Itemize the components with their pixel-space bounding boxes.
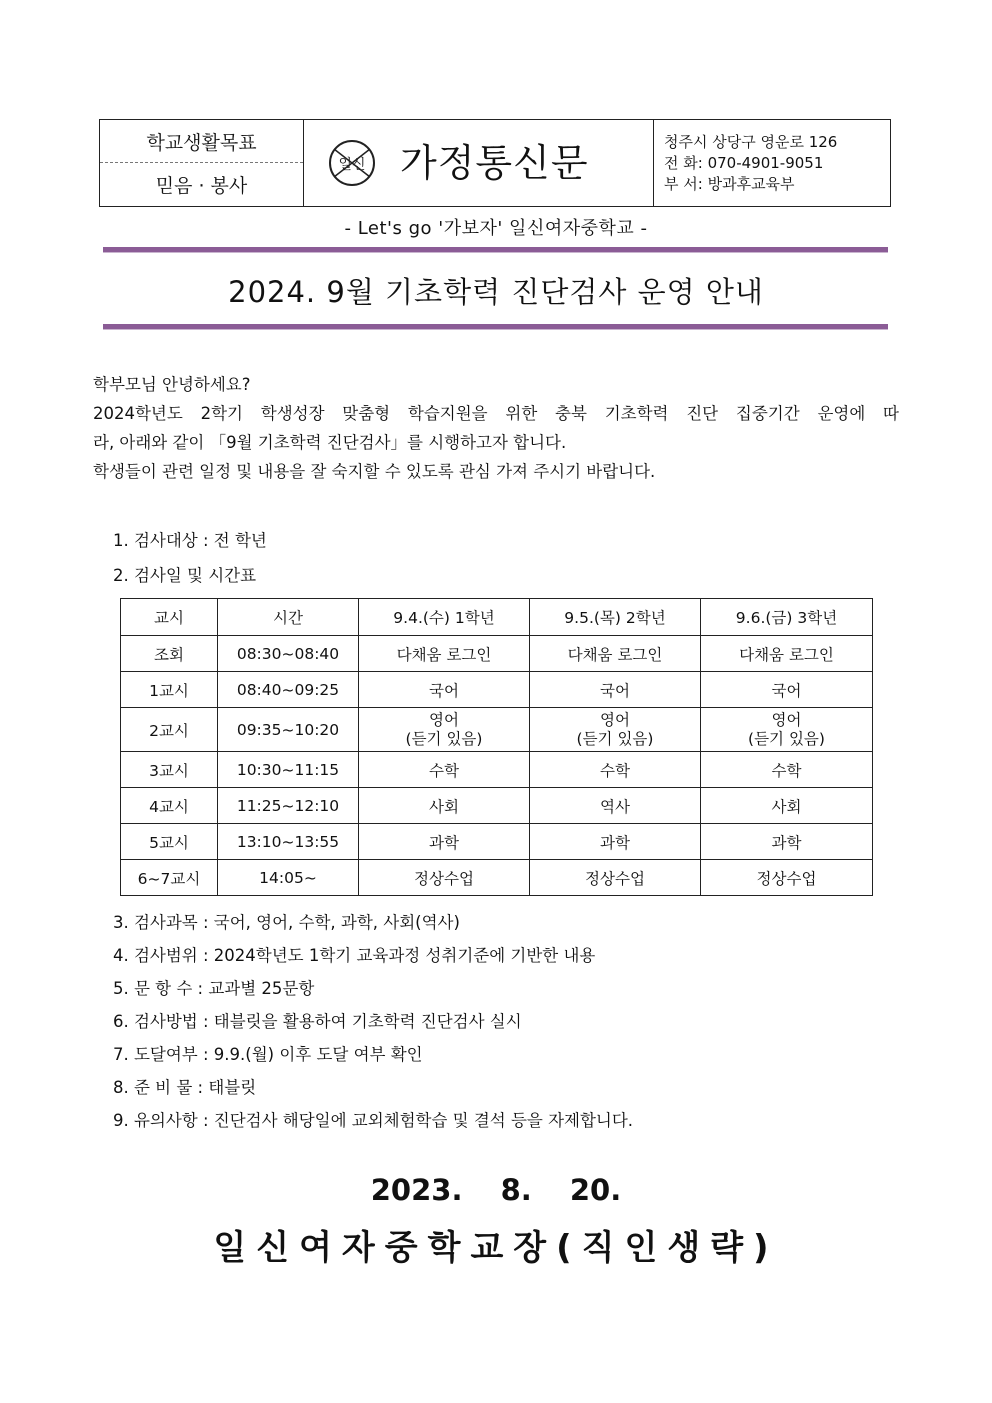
address: 청주시 상당구 영운로 126 — [664, 133, 838, 151]
table-cell: 다채움 로그인 — [701, 636, 873, 672]
list-item-questions: 5. 문 항 수 : 교과별 25문항 — [113, 979, 315, 998]
table-cell: 수학 — [359, 752, 530, 788]
table-cell: 과학 — [359, 824, 530, 860]
header-box — [99, 119, 891, 207]
list-item-achievement: 7. 도달여부 : 9.9.(월) 이후 도달 여부 확인 — [113, 1045, 423, 1064]
table-header-cell: 9.5.(목) 2학년 — [530, 599, 701, 636]
phone-line — [664, 153, 890, 174]
school-goal-label: 학교생활목표 — [100, 120, 303, 163]
table-row — [121, 860, 873, 896]
table-row — [121, 824, 873, 860]
school-logo-icon — [328, 139, 376, 187]
document-title: 2024. 9월 기초학력 진단검사 운영 안내 — [228, 275, 764, 309]
table-header-cell: 시간 — [218, 599, 359, 636]
table-cell: 조회 — [121, 636, 218, 672]
table-cell: 국어 — [701, 672, 873, 708]
table-header-cell: 9.6.(금) 3학년 — [701, 599, 873, 636]
subject-note: (듣기 있음) — [748, 729, 825, 748]
table-row — [121, 752, 873, 788]
dept-label: 부 서: — [664, 175, 703, 193]
issue-date: 2023. 8. 20. — [370, 1173, 622, 1207]
school-goal-value: 믿음 · 봉사 — [155, 175, 248, 197]
table-cell: 국어 — [359, 672, 530, 708]
table-cell: 수학 — [701, 752, 873, 788]
title-divider-top — [103, 247, 888, 253]
contact-panel — [654, 120, 890, 206]
list-item-subjects: 3. 검사과목 : 국어, 영어, 수학, 과학, 사회(역사) — [113, 913, 460, 932]
table-cell: 11:25~12:10 — [218, 788, 359, 824]
list-item-schedule: 2. 검사일 및 시간표 — [113, 566, 257, 585]
table-row — [121, 788, 873, 824]
table-cell: 국어 — [530, 672, 701, 708]
table-cell: 사회 — [701, 788, 873, 824]
list-item-scope: 4. 검사범위 : 2024학년도 1학기 교육과정 성취기준에 기반한 내용 — [113, 946, 596, 965]
table-cell: 정상수업 — [530, 860, 701, 896]
title-divider-bottom — [103, 324, 888, 330]
table-cell: 5교시 — [121, 824, 218, 860]
list-item-method: 6. 검사방법 : 태블릿을 활용하여 기초학력 진단검사 실시 — [113, 1012, 522, 1031]
newsletter-title: 가정통신문 — [400, 141, 589, 185]
principal-signature: 일신여자중학교장(직인생략) — [213, 1228, 779, 1268]
table-cell: 13:10~13:55 — [218, 824, 359, 860]
phone-label: 전 화: — [664, 154, 703, 172]
table-cell: 과학 — [701, 824, 873, 860]
intro-line-1: 2024학년도 2학기 학생성장 맞춤형 학습지원을 위한 충북 기초학력 진단 집중기간 운영에 따 — [93, 404, 899, 423]
table-cell: 정상수업 — [701, 860, 873, 896]
table-cell: 다채움 로그인 — [530, 636, 701, 672]
table-cell: 정상수업 — [359, 860, 530, 896]
greeting: 학부모님 안녕하세요? — [93, 375, 251, 394]
table-cell: 과학 — [530, 824, 701, 860]
subject-text: 영어 — [600, 710, 630, 729]
subject-note: (듣기 있음) — [405, 729, 483, 748]
slogan: - Let's go '가보자' 일신여자중학교 - — [344, 218, 648, 239]
table-cell: 6~7교시 — [121, 860, 218, 896]
subject-text: 영어 — [429, 710, 459, 729]
table-cell: 역사 — [530, 788, 701, 824]
school-goal-panel — [100, 120, 304, 206]
table-cell: 4교시 — [121, 788, 218, 824]
logo-text: 일신 — [338, 157, 366, 173]
table-cell: 2교시 — [121, 708, 218, 752]
table-cell: 14:05~ — [218, 860, 359, 896]
table-header-cell: 9.4.(수) 1학년 — [359, 599, 530, 636]
table-cell: 3교시 — [121, 752, 218, 788]
table-cell — [701, 708, 873, 752]
list-item-supplies: 8. 준 비 물 : 태블릿 — [113, 1078, 257, 1097]
intro-paragraph — [93, 370, 899, 486]
intro-line-2: 라, 아래와 같이 「9월 기초학력 진단검사」를 시행하고자 합니다. — [93, 433, 567, 452]
table-cell — [530, 708, 701, 752]
table-cell: 08:30~08:40 — [218, 636, 359, 672]
dept-line — [664, 174, 890, 195]
subject-text: 영어 — [771, 710, 802, 729]
phone-number: 070-4901-9051 — [707, 154, 824, 172]
intro-line-3: 학생들이 관련 일정 및 내용을 잘 숙지할 수 있도록 관심 가져 주시기 바랍니다. — [93, 462, 656, 481]
table-cell: 다채움 로그인 — [359, 636, 530, 672]
schedule-table — [120, 598, 873, 896]
table-header-row — [121, 599, 873, 636]
table-cell: 사회 — [359, 788, 530, 824]
list-item-notes: 9. 유의사항 : 진단검사 해당일에 교외체험학습 및 결석 등을 자제합니다. — [113, 1111, 634, 1130]
table-row — [121, 636, 873, 672]
table-cell: 08:40~09:25 — [218, 672, 359, 708]
table-cell: 09:35~10:20 — [218, 708, 359, 752]
table-cell: 1교시 — [121, 672, 218, 708]
list-item-target: 1. 검사대상 : 전 학년 — [113, 531, 267, 550]
table-header-cell: 교시 — [121, 599, 218, 636]
dept-name: 방과후교육부 — [707, 175, 795, 193]
title-panel — [304, 120, 654, 206]
table-cell: 10:30~11:15 — [218, 752, 359, 788]
table-cell: 수학 — [530, 752, 701, 788]
table-cell — [359, 708, 530, 752]
table-row — [121, 672, 873, 708]
subject-note: (듣기 있음) — [576, 729, 654, 748]
table-row — [121, 708, 873, 752]
